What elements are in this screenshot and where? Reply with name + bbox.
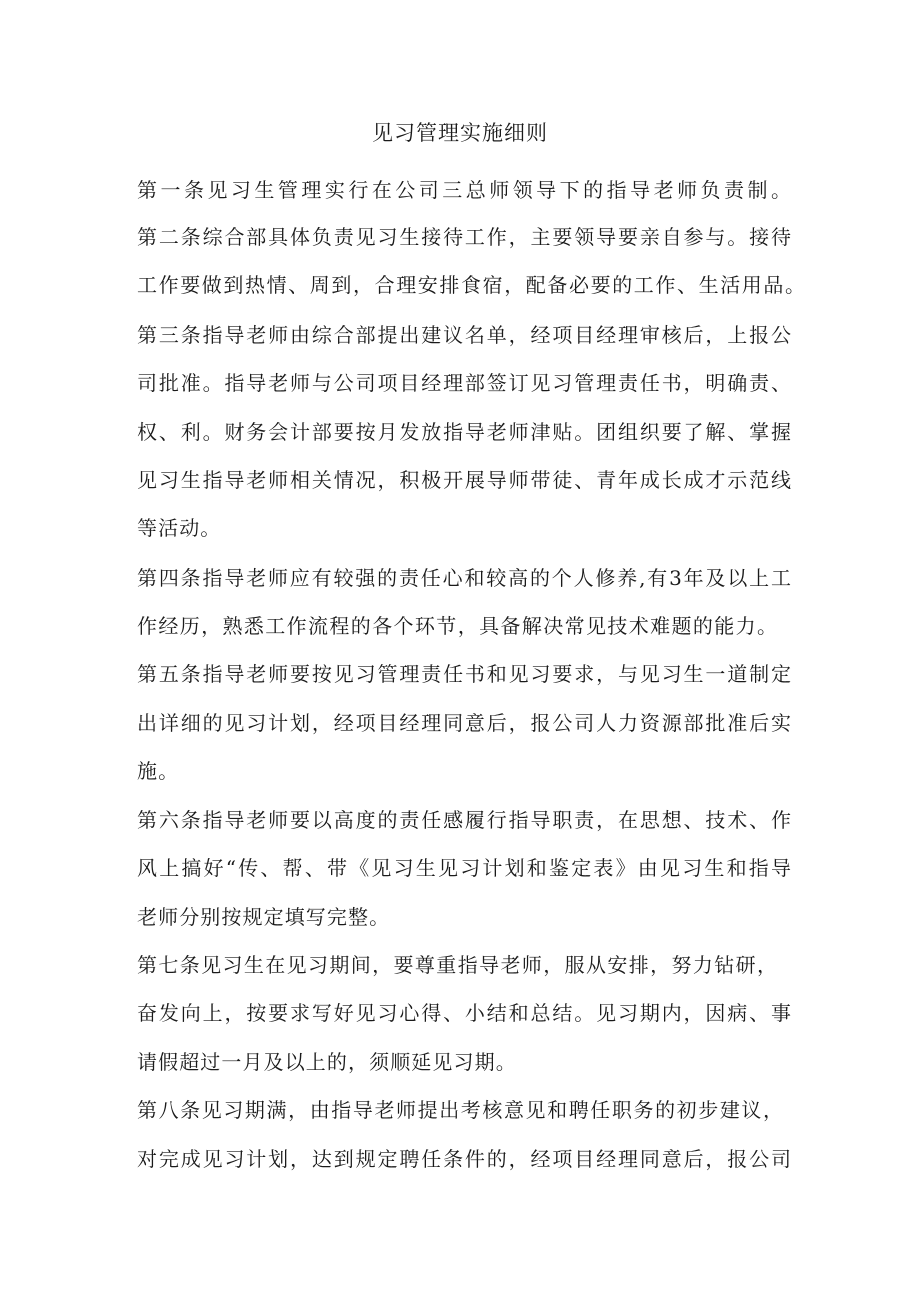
text-line-13: 施。 [137,759,180,783]
text-line-20: 第八条见习期满，由指导老师提出考核意见和聘任职务的初步建议， [137,1098,783,1122]
text-line-9: 第四条指导老师应有较强的责任心和较高的个人修养,有3年及以上工 [137,566,791,590]
text-line-18: 奋发向上，按要求写好见习心得、小结和总结。见习期内，因病、事 [137,1001,791,1025]
text-line-5: 司批准。指导老师与公司项目经理部签订见习管理责任书，明确责、 [137,371,791,395]
text-line-21: 对完成见习计划，达到规定聘任条件的，经项目经理同意后，报公司 [137,1147,791,1171]
document-title: 见习管理实施细则 [372,121,548,145]
text-line-19: 请假超过一月及以上的，须顺延见习期。 [137,1050,517,1074]
text-line-10: 作经历，熟悉工作流程的各个环节，具备解决常见技术难题的能力。 [137,614,777,638]
text-line-3: 工作要做到热情、周到，合理安排食宿，配备必要的工作、生活用品。 [137,273,805,297]
text-line-1: 第一条见习生管理实行在公司三总师领导下的指导老师负责制。 [137,178,791,202]
text-line-4: 第三条指导老师由综合部提出建议名单，经项目经理审核后，上报公 [137,323,791,347]
text-line-2: 第二条综合部具体负责见习生接待工作，主要领导要亲自参与。接待 [137,225,791,249]
text-line-12: 出详细的见习计划，经项目经理同意后，报公司人力资源部批准后实 [137,711,791,735]
text-line-11: 第五条指导老师要按见习管理责任书和见习要求，与见习生一道制定 [137,662,791,686]
text-line-7: 见习生指导老师相关情况，积极开展导师带徒、青年成长成才示范线 [137,468,791,492]
text-line-14: 第六条指导老师要以高度的责任感履行指导职责，在思想、技术、作 [137,808,791,832]
text-line-16: 老师分别按规定填写完整。 [137,905,391,929]
text-line-15: 风上搞好“传、帮、带《见习生见习计划和鉴定表》由见习生和指导 [137,856,791,880]
text-line-8: 等活动。 [137,516,222,540]
text-line-6: 权、利。财务会计部要按月发放指导老师津贴。团组织要了解、掌握 [137,420,791,444]
text-line-17: 第七条见习生在见习期间，要尊重指导老师，服从安排，努力钻研， [137,953,777,977]
